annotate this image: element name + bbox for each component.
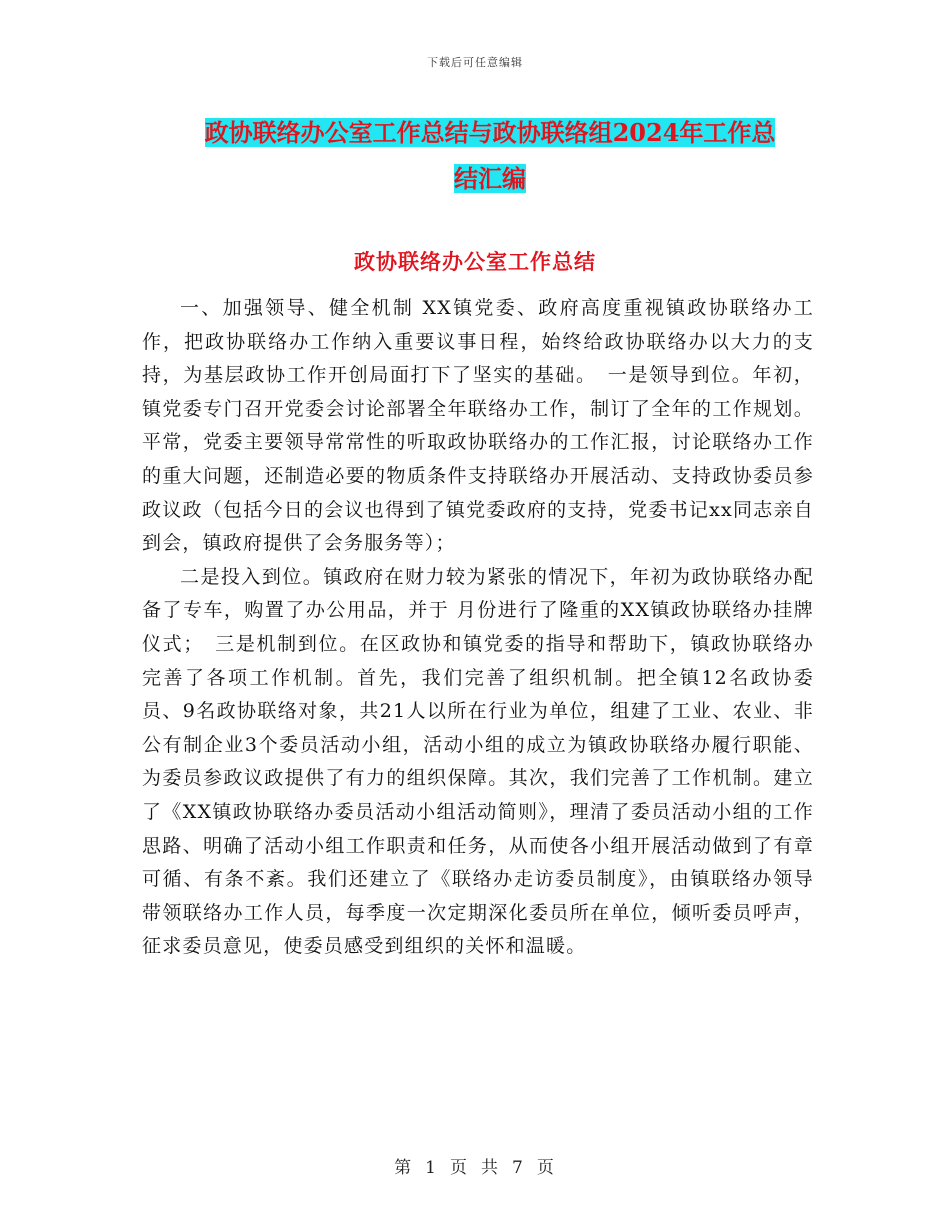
document-body bbox=[142, 292, 814, 964]
total-pages: 7 bbox=[512, 1158, 525, 1178]
document-title-line-2: 结汇编 bbox=[454, 164, 526, 193]
page-label-prefix: 第 bbox=[394, 1158, 414, 1178]
section-title: 政协联络办公室工作总结 bbox=[354, 249, 596, 274]
paragraph: 二是投入到位。镇政府在财力较为紧张的情况下，年初为政协联络办配备了专车，购置了办公用品，并于 月份进行了隆重的XX镇政协联络办挂牌仪式； 三是机制到位。在区政协和镇党委的指导和帮助下，镇政协联络办完善了各项工作机制。首先，我们完善了组织机制。把全镇12名政协委员、9名政协联络对象，共21人以所在行业为单位，组建了工业、农业、非公有制企业3个委员活动小组，活动小组的成立为镇政协联络办履行职能、为委员参政议政提供了有力的组织保障。其次，我们完善了工作机制。建立了《XX镇政协联络办委员活动小组活动简则》，理清了委员活动小组的工作思路、明确了活动小组工作职责和任务，从而使各小组开展活动做到了有章可循、有条不紊。我们还建立了《联络办走访委员制度》，由镇联络办领导带领联络办工作人员，每季度一次定期深化委员所在单位，倾听委员呼声，征求委员意见，使委员感受到组织的关怀和温暖。 bbox=[142, 565, 814, 958]
document-title-line-1: 政协联络办公室工作总结与政协联络组2024年工作总 bbox=[204, 118, 776, 147]
paragraph: 一、加强领导、健全机制 XX镇党委、政府高度重视镇政协联络办工作，把政协联络办工作纳入重要议事日程，始终给政协联络办以大力的支持，为基层政协工作开创局面打下了坚实的基础。 一是领导到位。年初，镇党委专门召开党委会讨论部署全年联络办工作，制订了全年的工作规划。平常，党委主要领导常常性的听取政协联络办的工作汇报，讨论联络办工作的重大问题，还制造必要的物质条件支持联络办开展活动、支持政协委员参政议政（包括今日的会议也得到了镇党委政府的支持，党委书记xx同志亲自到会，镇政府提供了会务服务等）； bbox=[142, 297, 814, 555]
page-label-mid: 页 bbox=[450, 1158, 469, 1178]
document-title bbox=[140, 110, 840, 202]
total-label: 共 bbox=[481, 1158, 500, 1178]
page-header-note: 下载后可任意编辑 bbox=[427, 56, 523, 69]
page-footer bbox=[0, 1153, 950, 1178]
page-number: 1 bbox=[425, 1158, 438, 1178]
page-label-suffix: 页 bbox=[536, 1158, 556, 1178]
